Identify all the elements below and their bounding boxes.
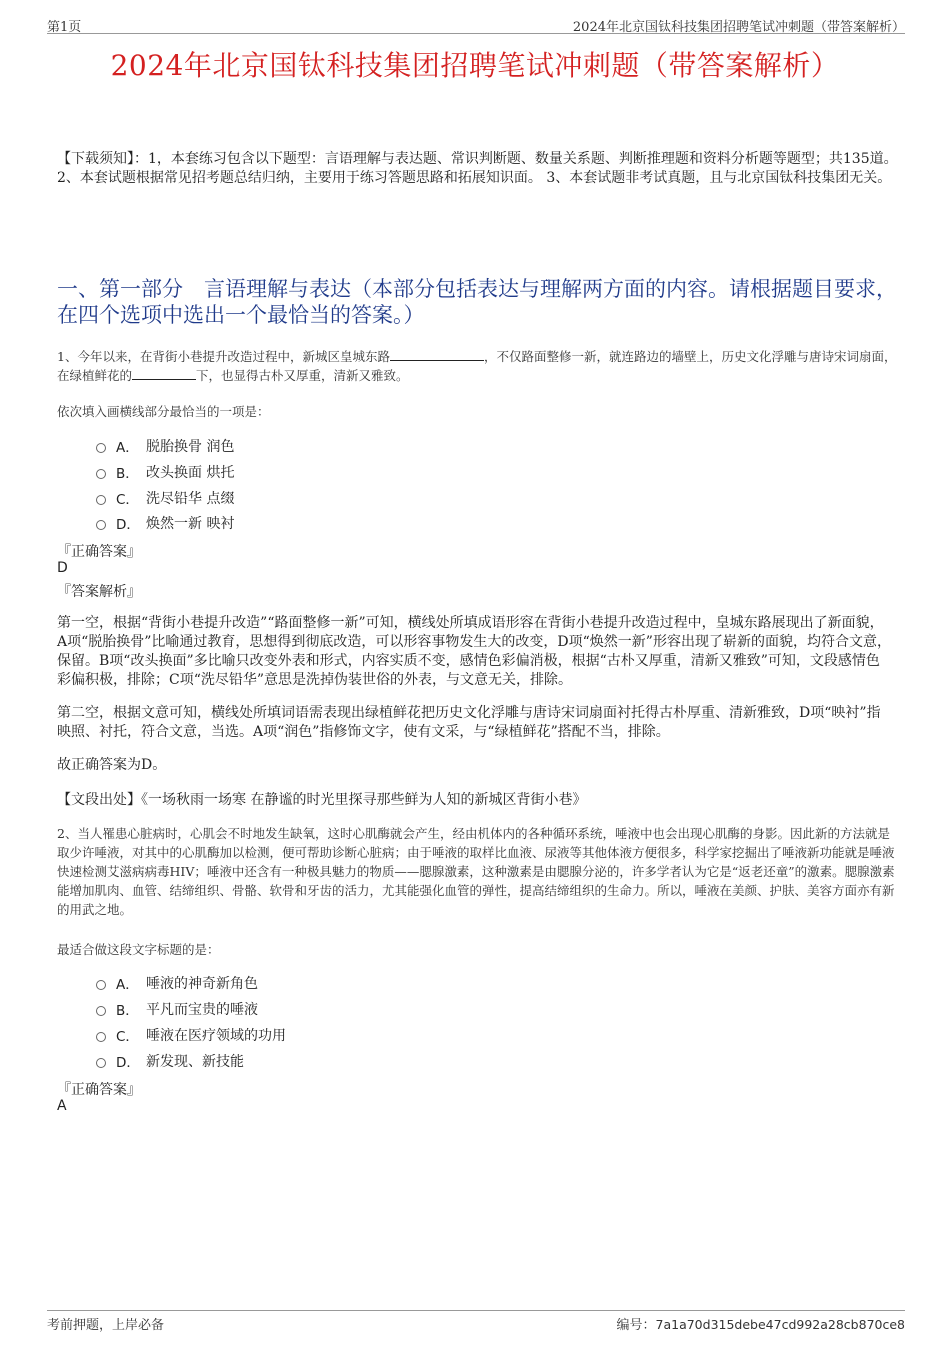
q2-option-b[interactable] [96,999,258,1019]
blank-1 [390,348,484,361]
option-letter: D． [116,1055,140,1071]
q2-option-c[interactable] [96,1025,286,1045]
option-letter: B． [116,466,139,482]
option-text: 新发现、新技能 [146,1054,244,1070]
radio-icon[interactable] [96,1032,106,1042]
option-letter: C． [116,1029,139,1045]
question-1-text-a: 1、今年以来，在背街小巷提升改造过程中，新城区皇城东路 [57,349,390,364]
option-text: 唾液在医疗领域的功用 [146,1028,286,1044]
radio-icon[interactable] [96,1006,106,1016]
footer-code-label: 编号： [616,1318,656,1333]
correct-answer: A [57,1098,67,1114]
q1-option-c[interactable] [96,488,234,508]
correct-answer-label: 『正确答案』 [57,544,141,560]
option-letter: D． [116,517,140,533]
footer-divider [47,1310,905,1311]
analysis-conclusion: 故正确答案为D。 [57,757,167,773]
option-letter: B． [116,1003,139,1019]
analysis-label: 『答案解析』 [57,584,141,600]
question-1-text-b: ，不仅路面整修一新，就连路边的墙壁上，历史文化浮雕与唐诗宋词扇面，在绿植鲜花的 [57,349,897,383]
document-title: 2024年北京国钛科技集团招聘笔试冲刺题（带答案解析） [110,49,840,82]
q1-option-d[interactable] [96,513,234,533]
option-letter: A． [116,977,139,993]
radio-icon[interactable] [96,495,106,505]
question-1-text-c: 下，也显得古朴又厚重，清新又雅致。 [196,368,409,383]
q1-option-b[interactable] [96,462,234,482]
question-2-prompt: 最适合做这段文字标题的是： [57,942,220,957]
blank-2 [132,367,196,380]
option-text: 焕然一新 映衬 [146,516,235,532]
radio-icon[interactable] [96,980,106,990]
download-notice: 【下载须知】：1，本套练习包含以下题型：言语理解与表达题、常识判断题、数量关系题、判断推理题和资料分析题等题型；共135道。 2、本套试题根据常见招考题总结归纳，主要用于练习答题思路和拓展知识面。 3、本套试题非考试真题，且与北京国钛科技集团无关。 [57,151,898,186]
radio-icon[interactable] [96,443,106,453]
footer-code [616,1314,905,1333]
question-1-stem [57,347,899,385]
q2-option-a[interactable] [96,973,258,993]
option-letter: C． [116,492,139,508]
footer-code-value: 7a1a70d315debe47cd992a28cb870ce8 [655,1317,905,1332]
header-divider [47,33,905,34]
option-letter: A． [116,440,139,456]
q2-option-d[interactable] [96,1051,244,1071]
radio-icon[interactable] [96,1058,106,1068]
radio-icon[interactable] [96,469,106,479]
option-text: 洗尽铅华 点缀 [146,491,235,507]
text-source: 【文段出处】《一场秋雨一场寒 在静谧的时光里探寻那些鲜为人知的新城区背街小巷》 [57,792,587,808]
q1-option-a[interactable] [96,436,234,456]
radio-icon[interactable] [96,520,106,530]
analysis-paragraph-2: 第二空，根据文意可知，横线处所填词语需表现出绿植鲜花把历史文化浮雕与唐诗宋词扇面衬托得古朴厚重、清新雅致，D项“映衬”指映照、衬托，符合文意，当选。A项“润色”指修饰文字，使有文采，与“绿植鲜花”搭配不当，排除。 [57,705,881,740]
correct-answer-label: 『正确答案』 [57,1082,141,1098]
footer-slogan: 考前押题，上岸必备 [47,1318,165,1333]
analysis-paragraph-1: 第一空，根据“背街小巷提升改造”“路面整修一新”可知，横线处所填成语形容在背街小巷提升改造过程中，皇城东路展现出了新面貌，A项“脱胎换骨”比喻通过教育，思想得到彻底改造，可以形容事物发生大的改变，D项“焕然一新”形容出现了崭新的面貌，均符合文意，保留。B项“改头换面”多比喻只改变外表和形式，内容实质不变，感情色彩偏消极，根据“古朴又厚重，清新又雅致”可知，文段感情色彩偏积极，排除；C项“洗尽铅华”意思是洗掉伪装世俗的外表，与文意无关，排除。 [57,615,891,688]
page-number: 第1页 [47,20,82,35]
option-text: 平凡而宝贵的唾液 [146,1002,258,1018]
section-title: 一、第一部分 言语理解与表达（本部分包括表达与理解两方面的内容。请根据题目要求，在四个选项中选出一个最恰当的答案。） [57,277,897,327]
question-2-stem: 2、当人罹患心脏病时，心肌会不时地发生缺氧，这时心肌酶就会产生，经由机体内的各种循环系统，唾液中也会出现心肌酶的身影。因此新的方法就是取少许唾液，对其中的心肌酶加以检测，便可帮助诊断心脏病；由于唾液的取样比血液、尿液等其他体液方便很多，科学家挖掘出了唾液新功能就是唾液快速检测艾滋病病毒HIV；唾液中还含有一种极具魅力的物质——腮腺激素，这种激素是由腮腺分泌的，许多学者认为它是“返老还童”的激素。腮腺激素能增加肌肉、血管、结缔组织、骨骼、软骨和牙齿的活力，尤其能强化血管的弹性，提高结缔组织的生命力。所以，唾液在美颜、护肤、美容方面亦有新的用武之地。 [57,826,895,917]
question-1-prompt: 依次填入画横线部分最恰当的一项是： [57,404,270,419]
correct-answer: D [57,560,68,576]
option-text: 脱胎换骨 润色 [146,439,235,455]
header-doc-title: 2024年北京国钛科技集团招聘笔试冲刺题（带答案解析） [572,20,905,35]
option-text: 改头换面 烘托 [146,465,235,481]
option-text: 唾液的神奇新角色 [146,976,258,992]
